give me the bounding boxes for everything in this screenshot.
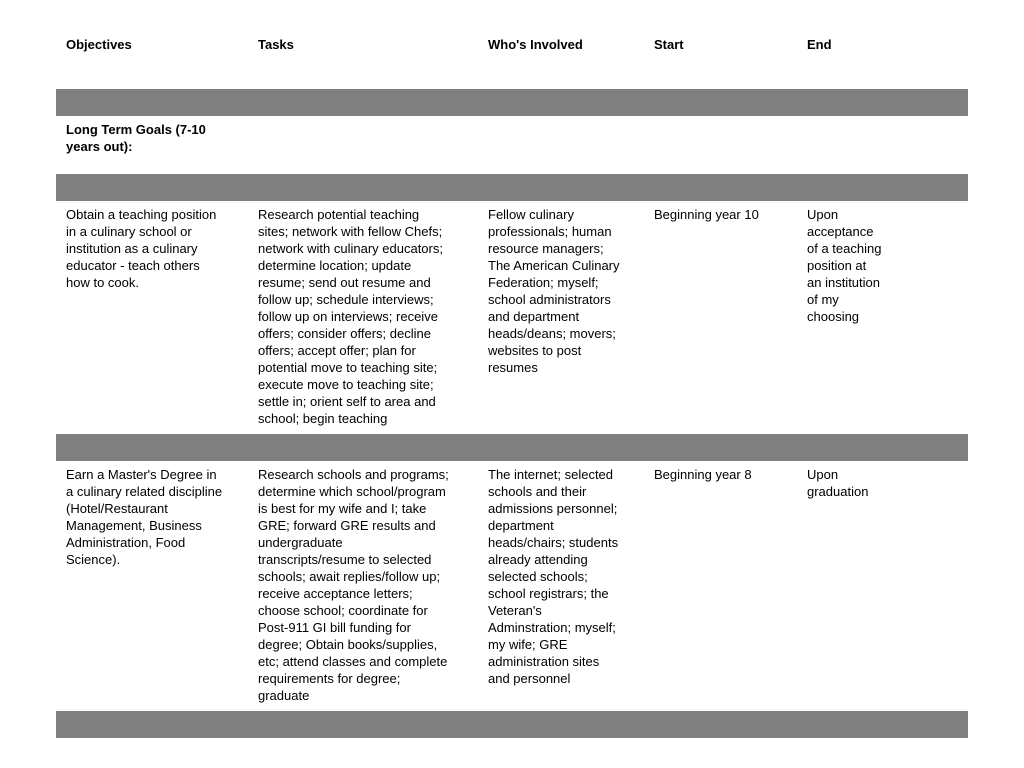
start-cell: Beginning year 8 [654, 467, 752, 482]
table-row [56, 461, 968, 711]
who-involved-cell: The internet; selected schools and their admissions personnel; department heads/chairs; students already attending selected schools; school registrars; the Veteran's Adminstration; myself; my wife; GRE administration sites and personnel [488, 467, 619, 686]
end-cell-text: Upon acceptance of a teaching position at an institution of my choosing [807, 207, 882, 324]
header-who-involved: Who's Involved [488, 37, 583, 52]
end-cell [797, 206, 968, 434]
table-divider [56, 174, 968, 201]
header-start: Start [654, 37, 684, 52]
table-row [56, 201, 968, 434]
objective-cell: Obtain a teaching position in a culinary school or institution as a culinary educator - teach others how to cook. [66, 207, 217, 290]
goals-table [56, 0, 968, 768]
tasks-cell: Research schools and programs; determine which school/program is best for my wife and I; take GRE; forward GRE results and undergraduate transcripts/resume to selected schools; await replies/follow up; receive acceptance letters; choose school; coordinate for Post-911 GI bill funding for degree; Obtain books/supplies, etc; attend classes and complete requirements for degree; graduate [258, 467, 449, 703]
table-divider [56, 711, 968, 738]
header-tasks: Tasks [258, 37, 294, 52]
header-objectives: Objectives [66, 37, 132, 52]
section-title: Long Term Goals (7-10 years out): [66, 122, 206, 154]
table-header-row [56, 0, 968, 89]
table-divider [56, 434, 968, 461]
start-cell: Beginning year 10 [654, 207, 759, 222]
end-cell: Upon graduation [807, 467, 869, 499]
who-involved-cell: Fellow culinary professionals; human resource managers; The American Culinary Federation; myself; school administrators and department heads/deans; movers; websites to post resumes [488, 207, 620, 375]
objective-cell: Earn a Master's Degree in a culinary related discipline (Hotel/Restaurant Management, Business Administration, Food Science). [66, 467, 223, 567]
table-divider [56, 89, 968, 116]
tasks-cell: Research potential teaching sites; network with fellow Chefs; network with culinary educators; determine location; update resume; send out resume and follow up; schedule interviews; follow up on interviews; receive offers; consider offers; decline offers; accept offer; plan for potential move to teaching site; execute move to teaching site; settle in; orient self to area and school; begin teaching [258, 207, 443, 426]
section-row [56, 116, 968, 174]
header-end: End [807, 37, 832, 52]
